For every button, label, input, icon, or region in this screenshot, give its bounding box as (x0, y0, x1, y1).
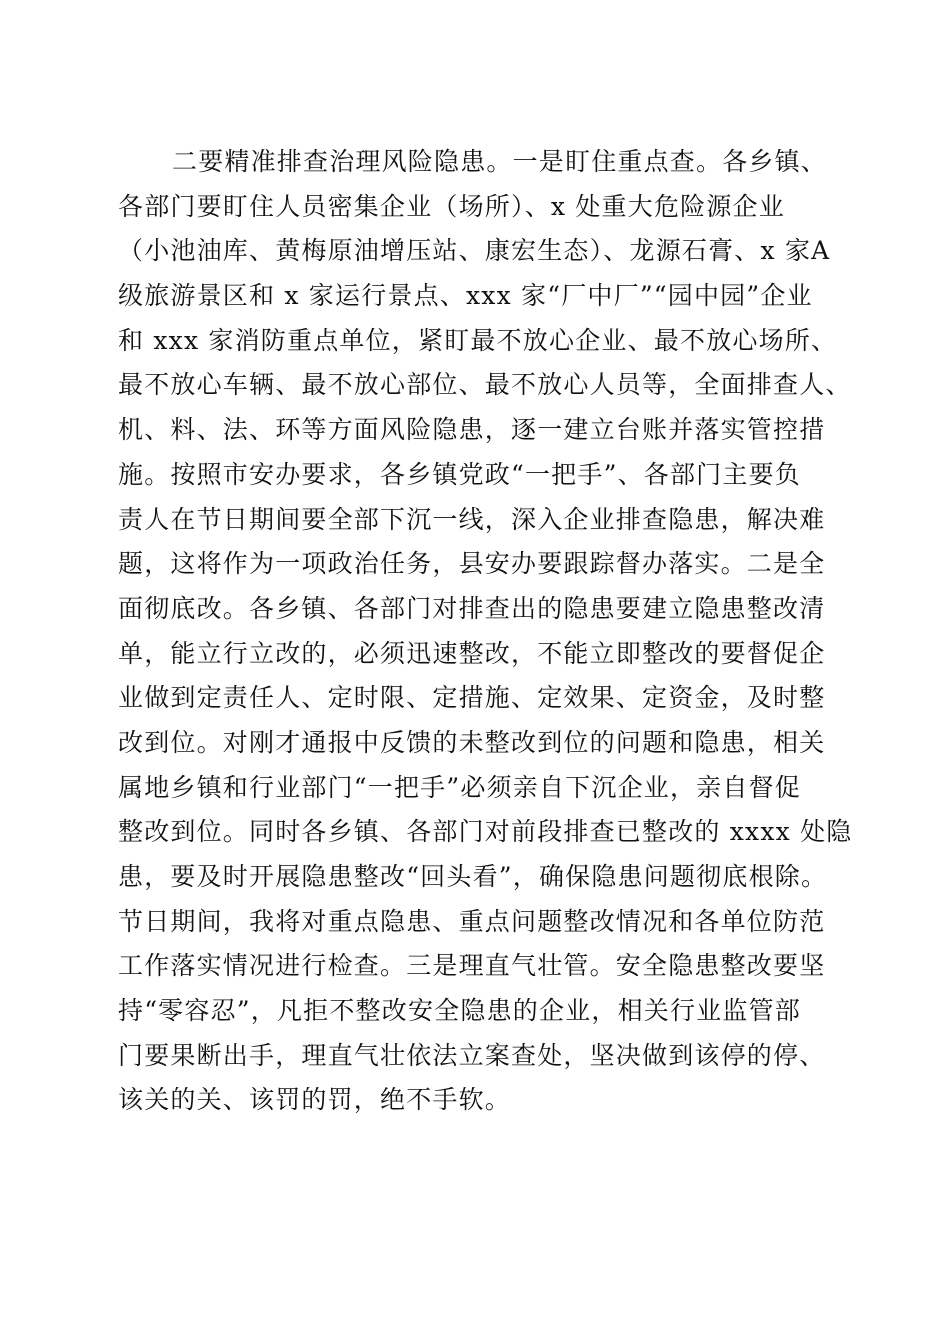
paragraph-line: 患，要及时开展隐患整改“回头看”，确保隐患问题彻底根除。 (118, 862, 828, 891)
paragraph-line: 门要果断出手，理直气壮依法立案查处，坚决做到该停的停、 (118, 1040, 826, 1070)
paragraph-line: 各部门要盯住人员密集企业（场所）、x 处重大危险源企业 (118, 191, 785, 221)
paragraph-line: 和 xxx 家消防重点单位，紧盯最不放心企业、最不放心场所、 (118, 325, 838, 355)
paragraph-line: （小池油库、黄梅原油增压站、康宏生态）、龙源石膏、x 家A (118, 236, 831, 266)
paragraph-line: 工作落实情况进行检查。三是理直气壮管。安全隐患整改要坚 (118, 951, 826, 981)
paragraph-line: 责人在节日期间要全部下沉一线，深入企业排查隐患，解决难 (118, 504, 826, 534)
paragraph-line: 二要精准排查治理风险隐患。一是盯住重点查。各乡镇、 (172, 147, 828, 176)
paragraph-line: 单，能立行立改的，必须迅速整改，不能立即整改的要督促企 (118, 638, 826, 668)
paragraph-line: 属地乡镇和行业部门“一把手”必须亲自下沉企业，亲自督促 (118, 772, 801, 802)
paragraph-line: 机、料、法、环等方面风险隐患，逐一建立台账并落实管控措 (118, 415, 826, 445)
paragraph-line: 节日期间，我将对重点隐患、重点问题整改情况和各单位防范 (118, 906, 826, 936)
paragraph-line: 该关的关、该罚的罚，绝不手软。 (118, 1085, 512, 1115)
paragraph-line: 题，这将作为一项政治任务，县安办要跟踪督办落实。二是全 (118, 549, 826, 579)
paragraph-line: 最不放心车辆、最不放心部位、最不放心人员等，全面排查人、 (118, 370, 852, 400)
paragraph-line: 面彻底改。各乡镇、各部门对排查出的隐患要建立隐患整改清 (118, 593, 826, 623)
paragraph-line: 级旅游景区和 x 家运行景点、xxx 家“厂中厂”“园中园”企业 (118, 281, 813, 311)
paragraph-line: 施。按照市安办要求，各乡镇党政“一把手”、各部门主要负 (118, 459, 801, 489)
paragraph-line: 整改到位。同时各乡镇、各部门对前段排查已整改的 xxxx 处隐 (118, 817, 853, 847)
body-paragraph (118, 140, 853, 1123)
paragraph-line: 改到位。对刚才通报中反馈的未整改到位的问题和隐患，相关 (118, 727, 826, 757)
paragraph-line: 业做到定责任人、定时限、定措施、定效果、定资金，及时整 (118, 683, 826, 713)
paragraph-line: 持“零容忍”，凡拒不整改安全隐患的企业，相关行业监管部 (118, 996, 801, 1026)
